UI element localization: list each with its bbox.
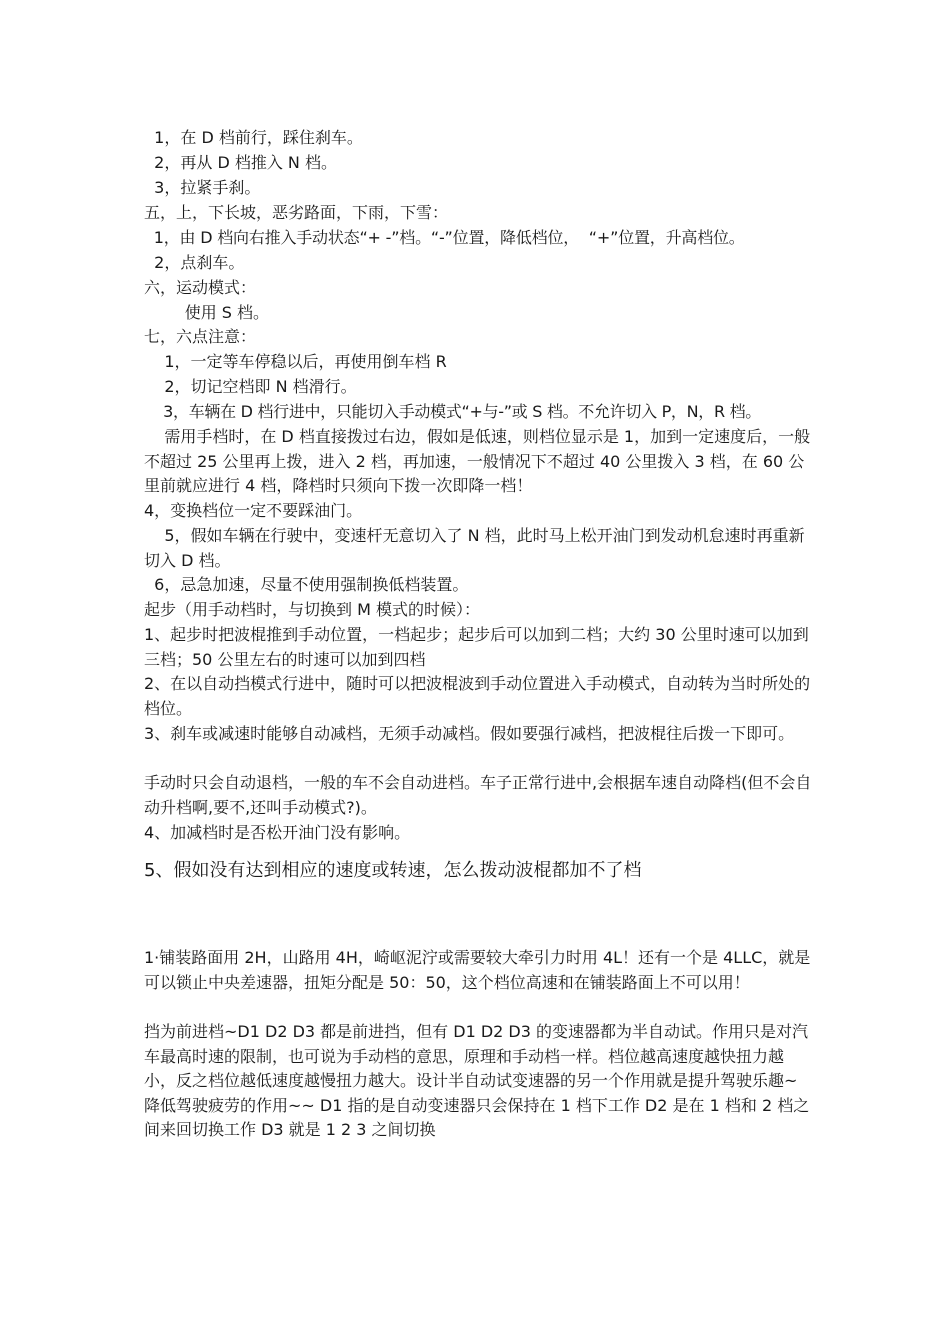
text-line: 使用 S 档。 bbox=[144, 303, 270, 322]
section-heading: 五，上，下长坡，恶劣路面，下雨，下雪： bbox=[144, 203, 449, 222]
text-line: 1，由 D 档向右推入手动状态“+ -”档。“-”位置，降低档位， “+”位置，升高档位。 bbox=[144, 228, 745, 247]
section-heading: 起步（用手动档时，与切换到 M 模式的时候）： bbox=[144, 600, 480, 619]
text-line: 2，切记空档即 N 档滑行。 bbox=[144, 377, 357, 396]
list-item: 3、刹车或减速时能够自动减档，无须手动减档。假如要强行减档，把波棍往后拨一下即可。 bbox=[144, 724, 795, 743]
list-item: 5、假如没有达到相应的速度或转速，怎么拨动波棍都加不了档 bbox=[144, 860, 642, 881]
text-line: 3，拉紧手刹。 bbox=[144, 178, 261, 197]
paragraph-accel: 6，忌急加速，尽量不使用强制换低档装置。 bbox=[144, 575, 469, 594]
text-line: 3，车辆在 D 档行进中，只能切入手动模式“+与-”或 S 档。不允许切入 P，N，R 档。 bbox=[144, 402, 762, 421]
paragraph-manual: 手动时只会自动退档，一般的车不会自动进档。车子正常行进中,会根据车速自动降档(但不会自动升档啊,要不,还叫手动模式?)。 bbox=[144, 773, 812, 817]
paragraph-throttle: 4，变换档位一定不要踩油门。 bbox=[144, 501, 363, 520]
paragraph-shift: 需用手档时，在 D 档直接拨过右边，假如是低速，则档位显示是 1，加到一定速度后，一般不超过 25 公里再上拨，进入 2 档，再加速，一般情况下不超过 40 公里拨入 3 档，在 60 公里前就应进行 4 档，降档时只须向下拨一次即降一档！ bbox=[144, 427, 811, 496]
section-heading: 六，运动模式： bbox=[144, 278, 257, 297]
text-line: 2，点刹车。 bbox=[144, 253, 245, 272]
text-line: 1，一定等车停稳以后，再使用倒车档 R bbox=[144, 352, 447, 371]
section-heading: 七，六点注意： bbox=[144, 327, 257, 346]
list-item: 2、在以自动挡模式行进中，随时可以把波棍波到手动位置进入手动模式，自动转为当时所处的档位。 bbox=[144, 674, 811, 718]
list-item: 4、加减档时是否松开油门没有影响。 bbox=[144, 823, 411, 842]
paragraph-d123: 挡为前进档~D1 D2 D3 都是前进挡，但有 D1 D2 D3 的变速器都为半自动试。作用只是对汽车最高时速的限制，也可说为手动档的意思，原理和手动档一样。档位越高速度越快扭力越小，反之档位越低速度越慢扭力越大。设计半自动试变速器的另一个作用就是提升驾驶乐趣~降低驾驶疲劳的作用~~ D1 指的是自动变速器只会保持在 1 档下工作 D2 是在 1 档和 2 档之间来回切换工作 D3 就是 1 2 3 之间切换 bbox=[144, 1022, 810, 1140]
text-line: 2，再从 D 档推入 N 档。 bbox=[144, 153, 337, 172]
paragraph-4wd: 1·铺装路面用 2H，山路用 4H，崎岖泥泞或需要较大牵引力时用 4L！还有一个是 4LLC，就是可以锁止中央差速器，扭矩分配是 50：50，这个档位高速和在铺装路面上不可以用！ bbox=[144, 948, 811, 992]
list-item: 1、起步时把波棍推到手动位置，一档起步；起步后可以加到二档；大约 30 公里时速可以加到三档；50 公里左右的时速可以加到四档 bbox=[144, 625, 809, 669]
text-line: 1，在 D 档前行，踩住刹车。 bbox=[144, 128, 363, 147]
paragraph-neutral: 5，假如车辆在行驶中，变速杆无意切入了 N 档，此时马上松开油门到发动机怠速时再重新切入 D 档。 bbox=[144, 526, 805, 570]
